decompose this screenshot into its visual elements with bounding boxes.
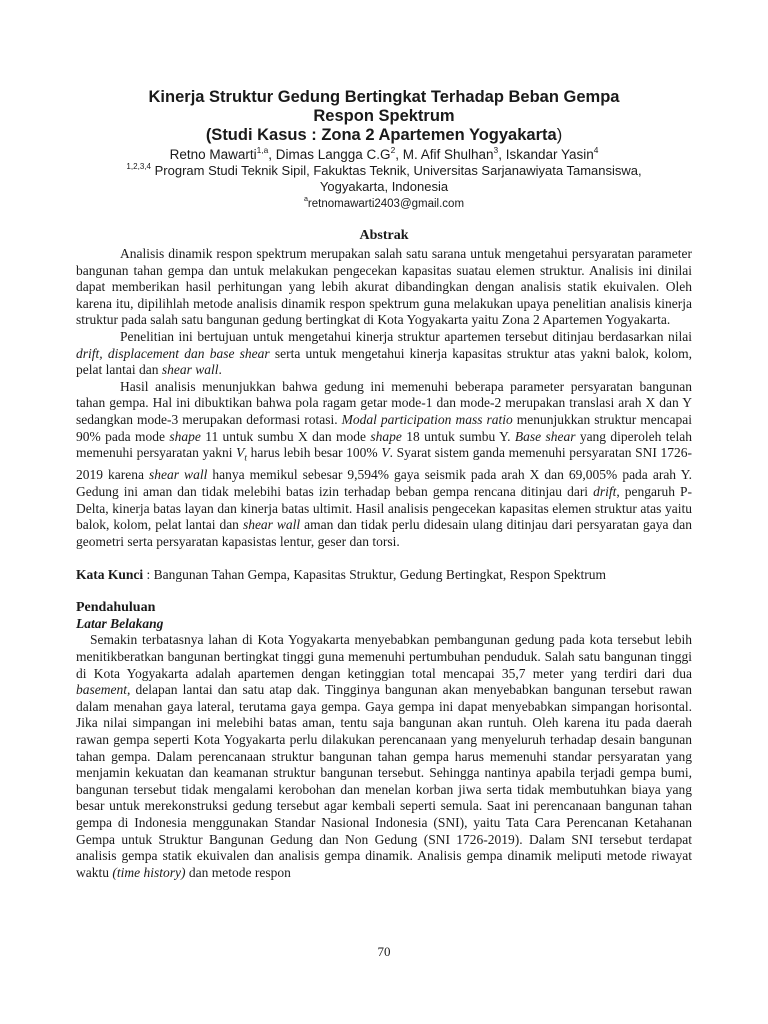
keywords bbox=[76, 566, 692, 583]
keywords-label: Kata Kunci bbox=[76, 567, 144, 583]
intro-paragraph-1: Semakin terbatasnya lahan di Kota Yogyakarta menyebabkan pembangunan gedung pada kota tersebut lebih menitikberatkan bangunan bertingkat tinggi guna memenuhi pertumbuhan penduduk. Salah satu bangunan tinggi di Kota Yogyakarta adalah apartemen dengan ketinggian total mencapai 35,7 meter yang terdiri dari dua basement, delapan lantai dan satu atap dak. Tingginya bangunan akan menyebabkan bangunan tersebut rawan dalam menahan gaya lateral, terutama gaya gempa. Gaya gempa ini dapat menyebabkan simpangan horisontal. Jika nilai simpangan ini melebihi batas aman, tentu saja bangunan akan runtuh. Oleh karena itu pada daerah rawan gempa seperti Kota Yogyakarta perlu dilakukan perencanaan yang menyeluruh terhadap desain bangunan tahan gempa. Dalam perencanaan struktur bangunan tahan gempa harus memenuhi standar persyaratan yang menjamin kekuatan dan keamanan struktur bangunan tersebut. Sehingga nantinya apabila terjadi gempa bumi, bangunan tersebut tidak mengalami kerobohan dan menelan korban jiwa serta tidak membutuhkan biaya yang besar untuk merekonstruksi gedung tersebut agar kembali seperti semula. Saat ini perencanaan bangunan tahan gempa di Indonesia menggunakan Standar Nasional Indonesia (SNI), yaitu Tata Cara Perencanan Ketahanan Gempa untuk Struktur Bangunan Gedung dan Non Gedung (SNI 1726-2019). Dalam SNI tersebut terdapat analisis gempa statik ekuivalen dan analisis gempa dinamik. Analisis gempa dinamik meliputi metode riwayat waktu (time history) dan metode respon bbox=[76, 632, 692, 880]
abstract-paragraph-1: Analisis dinamik respon spektrum merupakan salah satu sarana untuk mengetahui persyaratan parameter bangunan tahan gempa dan untuk melakukan pengecekan kapasitas suatau elemen struktur. Analisis ini dinilai dapat memberikan hasil perhitungan yang lebih akurat dibandingkan dengan analisis statik ekuivalen. Oleh karena itu, dipilihlah metode analisis dinamik respon spektrum guna melakukan upaya penelitian analisis kinerja struktur pada salah satu bangunan gedung bertingkat di Kota Yogyakarta yaitu Zona 2 Apartemen Yogyakarta. bbox=[76, 246, 692, 328]
abstract-heading: Abstrak bbox=[359, 228, 409, 243]
subsection-title-latar-belakang: Latar Belakang bbox=[76, 616, 164, 632]
title-line-2: Respon Spektrum bbox=[313, 107, 455, 125]
author-list: Retno Mawarti$^{1,a}$, Dimas Langga $C.G^2$, M. Afif Shulhan$^3$, Iskandar Yasin$^4$ bbox=[169, 144, 599, 162]
abstract-paragraph-2: Penelitian ini bertujuan untuk mengetahui kinerja struktur apartemen tersebut ditinjau berdasarkan nilai drift, displacement dan base shear serta untuk mengetahui kinerja kapasitas struktur atas yakni balok, kolom, pelat lantai dan shear wall. bbox=[76, 328, 692, 378]
abstract-paragraph-3: Hasil analisis menunjukkan bahwa gedung ini memenuhi beberapa parameter persyaratan bangunan tahan gempa. Hal ini dibuktikan bahwa pola ragam getar mode-1 dan mode-2 merupakan translasi arah X dan Y sedangkan mode-3 merupakan deformasi rotasi. Modal participation mass ratio menunjukkan struktur mencapai 90% pada mode shape 11 untuk sumbu X dan mode shape 18 untuk sumbu Y. Base shear yang diperoleh telah memenuhi persyaratan yakni $V_t$ harus lebih besar 100% V. Syarat sistem ganda memenuhi persyaratan SNI 1726-2019 karena shear wall hanya memikul sebesar 9,594% gaya seismik pada arah X dan 69,005% pada arah Y. Gedung ini aman dan tidak melebihi batas izin terhadap beban gempa rencana ditinjau dari drift, pengaruh P-Delta, kinerja batas layan dan kinerja batas ultimit. Hasil analisis pengecekan kapasitas elemen struktur atas yaitu balok, kolom, pelat lantai dan shear wall aman dan tidak perlu didesain ulang ditinjau dari persyaratan gaya dan geometri serta persyaratan kapasistas lentur, geser dan torsi. bbox=[76, 378, 693, 549]
paper-header bbox=[76, 0, 692, 212]
page-number: 70 bbox=[377, 944, 391, 959]
title-line-3: (Studi Kasus : Zona 2 Apartemen Yogyakarta) bbox=[205, 126, 563, 144]
section-title-pendahuluan: Pendahuluan bbox=[76, 600, 156, 616]
author-email: $^a$retnomawarti2403@gmail.com bbox=[303, 195, 465, 210]
paper-title bbox=[76, 88, 692, 145]
title-line-1: Kinerja Struktur Gedung Bertingkat Terhadap Beban Gempa bbox=[148, 88, 620, 106]
affiliation: $^{1,2,3,4}$ Program Studi Teknik Sipil, Fakuktas Teknik, Universitas Sarjanawiyata Tamansiswa, Yogyakarta, Indonesia bbox=[126, 161, 642, 194]
keywords-text: : Bangunan Tahan Gempa, Kapasitas Struktur, Gedung Bertingkat, Respon Spektrum bbox=[143, 567, 606, 583]
